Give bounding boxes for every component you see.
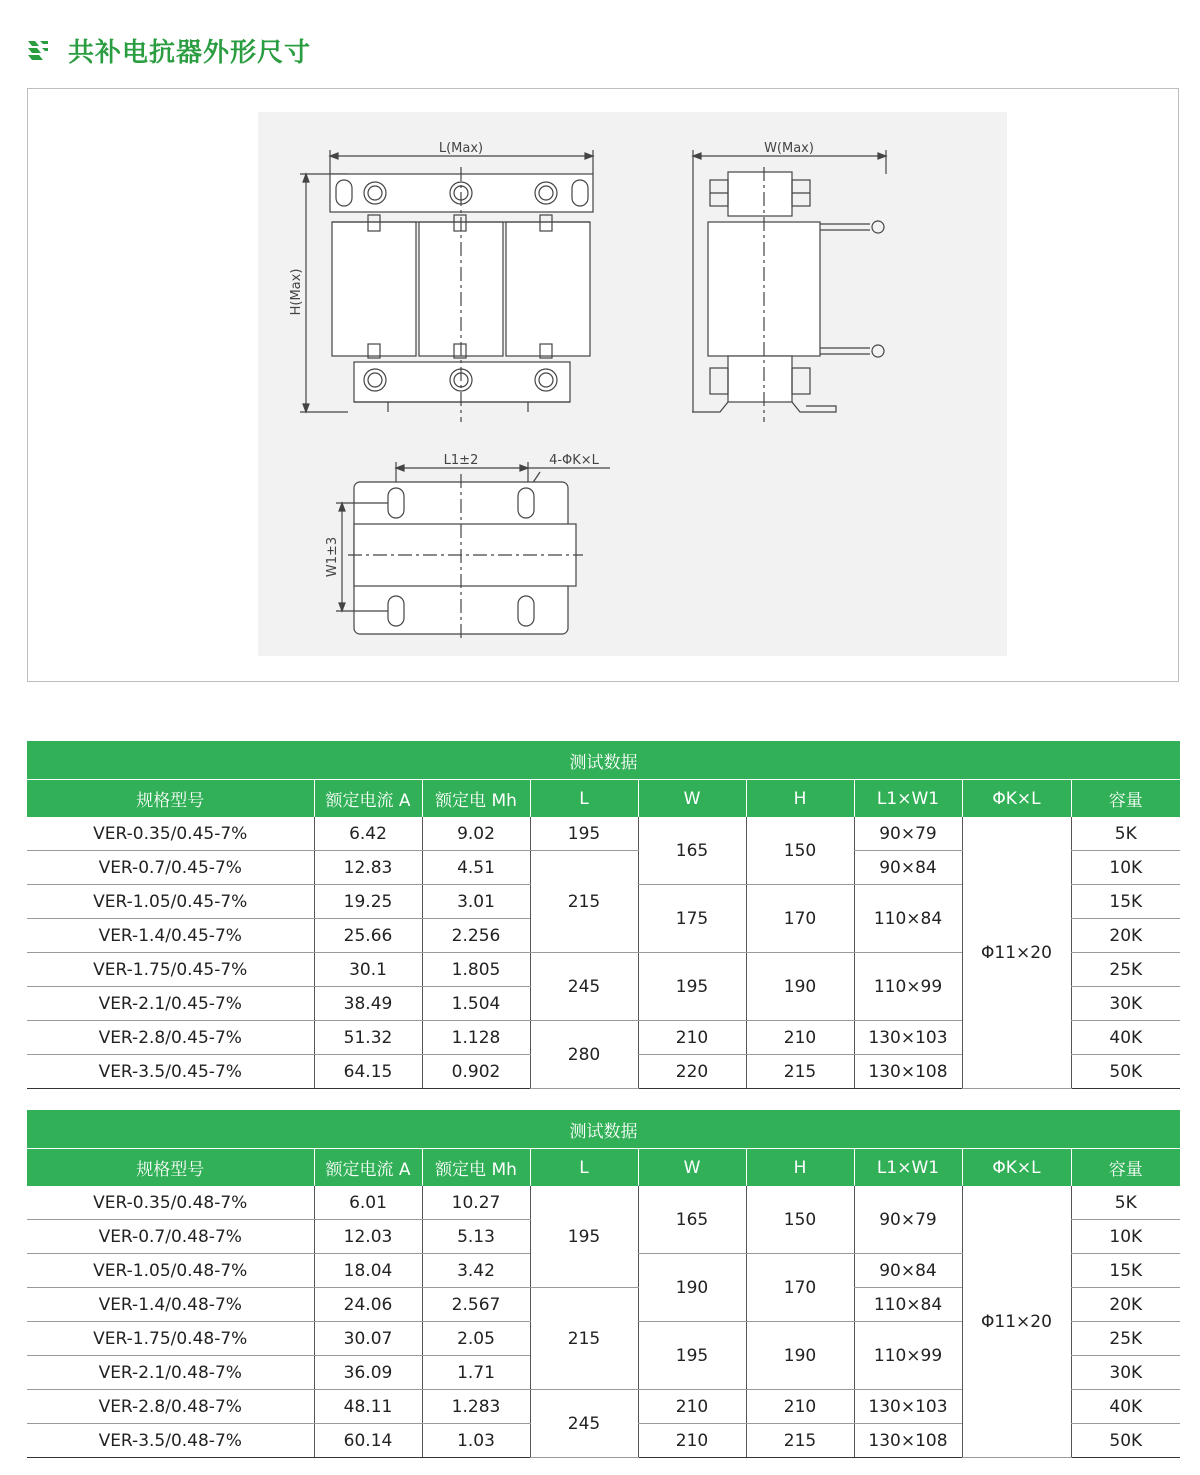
L-cell: 215 bbox=[530, 1288, 638, 1390]
current-cell: 48.11 bbox=[314, 1390, 422, 1424]
H-cell: 150 bbox=[746, 1186, 854, 1254]
model-cell: VER-3.5/0.48-7% bbox=[27, 1424, 314, 1458]
W-cell: 220 bbox=[638, 1055, 746, 1089]
col-header-L: L bbox=[530, 780, 638, 818]
H-cell: 170 bbox=[746, 885, 854, 953]
page-title: 共补电抗器外形尺寸 bbox=[68, 37, 312, 68]
table-caption: 测试数据 bbox=[27, 1110, 1180, 1149]
model-cell: VER-1.05/0.48-7% bbox=[27, 1254, 314, 1288]
col-header-hole: ΦK×L bbox=[962, 780, 1071, 818]
table-row bbox=[27, 817, 1180, 851]
col-header-current: 额定电流 A bbox=[314, 780, 422, 818]
inductance-cell: 1.71 bbox=[422, 1356, 530, 1390]
leaf-logo-icon bbox=[26, 38, 50, 62]
W-cell: 210 bbox=[638, 1424, 746, 1458]
model-cell: VER-3.5/0.45-7% bbox=[27, 1055, 314, 1089]
L1W1-cell: 110×84 bbox=[854, 885, 962, 953]
model-cell: VER-2.8/0.45-7% bbox=[27, 1021, 314, 1055]
H-cell: 190 bbox=[746, 953, 854, 1021]
reactor-outline-drawing bbox=[258, 112, 1007, 656]
L1W1-cell: 90×79 bbox=[854, 1186, 962, 1254]
inductance-cell: 5.13 bbox=[422, 1220, 530, 1254]
capacity-cell: 15K bbox=[1071, 885, 1180, 919]
capacity-cell: 25K bbox=[1071, 1322, 1180, 1356]
W-cell: 210 bbox=[638, 1021, 746, 1055]
col-header-L1W1: L1×W1 bbox=[854, 780, 962, 818]
current-cell: 19.25 bbox=[314, 885, 422, 919]
col-header-model: 规格型号 bbox=[27, 780, 314, 818]
dim-label-L1: L1±2 bbox=[443, 453, 479, 468]
L-cell: 195 bbox=[530, 1186, 638, 1288]
model-cell: VER-0.35/0.48-7% bbox=[27, 1186, 314, 1220]
capacity-cell: 20K bbox=[1071, 919, 1180, 953]
H-cell: 170 bbox=[746, 1254, 854, 1322]
col-header-current: 额定电流 A bbox=[314, 1149, 422, 1187]
capacity-cell: 20K bbox=[1071, 1288, 1180, 1322]
current-cell: 12.03 bbox=[314, 1220, 422, 1254]
W-cell: 195 bbox=[638, 1322, 746, 1390]
L1W1-cell: 90×79 bbox=[854, 817, 962, 851]
capacity-cell: 30K bbox=[1071, 1356, 1180, 1390]
dim-label-hole: 4-ΦK×L bbox=[549, 453, 599, 468]
L-cell: 245 bbox=[530, 953, 638, 1021]
model-cell: VER-1.4/0.45-7% bbox=[27, 919, 314, 953]
side-view bbox=[692, 141, 886, 422]
H-cell: 215 bbox=[746, 1055, 854, 1089]
inductance-cell: 10.27 bbox=[422, 1186, 530, 1220]
dim-label-W: W(Max) bbox=[764, 141, 814, 156]
H-cell: 210 bbox=[746, 1390, 854, 1424]
hole-cell: Φ11×20 bbox=[962, 817, 1071, 1089]
col-header-hole: ΦK×L bbox=[962, 1149, 1071, 1187]
dimension-drawing bbox=[258, 112, 1007, 656]
L-cell: 245 bbox=[530, 1390, 638, 1458]
col-header-L: L bbox=[530, 1149, 638, 1187]
L-cell: 195 bbox=[530, 817, 638, 851]
L1W1-cell: 130×103 bbox=[854, 1390, 962, 1424]
current-cell: 36.09 bbox=[314, 1356, 422, 1390]
model-cell: VER-0.7/0.48-7% bbox=[27, 1220, 314, 1254]
hole-cell: Φ11×20 bbox=[962, 1186, 1071, 1458]
dim-label-L: L(Max) bbox=[438, 141, 484, 156]
L1W1-cell: 110×84 bbox=[854, 1288, 962, 1322]
current-cell: 24.06 bbox=[314, 1288, 422, 1322]
W-cell: 190 bbox=[638, 1254, 746, 1322]
capacity-cell: 40K bbox=[1071, 1390, 1180, 1424]
L-cell: 215 bbox=[530, 851, 638, 953]
col-header-H: H bbox=[746, 1149, 854, 1187]
L1W1-cell: 130×103 bbox=[854, 1021, 962, 1055]
W-cell: 175 bbox=[638, 885, 746, 953]
model-cell: VER-2.1/0.48-7% bbox=[27, 1356, 314, 1390]
table-caption: 测试数据 bbox=[27, 741, 1180, 780]
L-cell: 280 bbox=[530, 1021, 638, 1089]
W-cell: 195 bbox=[638, 953, 746, 1021]
model-cell: VER-1.4/0.48-7% bbox=[27, 1288, 314, 1322]
test-data-table-048 bbox=[27, 1110, 1180, 1458]
capacity-cell: 40K bbox=[1071, 1021, 1180, 1055]
H-cell: 215 bbox=[746, 1424, 854, 1458]
col-header-L1W1: L1×W1 bbox=[854, 1149, 962, 1187]
W-cell: 165 bbox=[638, 1186, 746, 1254]
dim-label-H: H(Max) bbox=[289, 268, 304, 316]
col-header-inductance: 额定电 Mh bbox=[422, 780, 530, 818]
col-header-capacity: 容量 bbox=[1071, 1149, 1180, 1187]
current-cell: 64.15 bbox=[314, 1055, 422, 1089]
dimension-drawing-panel bbox=[27, 88, 1179, 682]
inductance-cell: 0.902 bbox=[422, 1055, 530, 1089]
model-cell: VER-2.8/0.48-7% bbox=[27, 1390, 314, 1424]
capacity-cell: 30K bbox=[1071, 987, 1180, 1021]
current-cell: 38.49 bbox=[314, 987, 422, 1021]
table-row bbox=[27, 1186, 1180, 1220]
model-cell: VER-0.35/0.45-7% bbox=[27, 817, 314, 851]
inductance-cell: 1.805 bbox=[422, 953, 530, 987]
capacity-cell: 25K bbox=[1071, 953, 1180, 987]
current-cell: 51.32 bbox=[314, 1021, 422, 1055]
capacity-cell: 50K bbox=[1071, 1424, 1180, 1458]
model-cell: VER-1.75/0.48-7% bbox=[27, 1322, 314, 1356]
H-cell: 150 bbox=[746, 817, 854, 885]
current-cell: 12.83 bbox=[314, 851, 422, 885]
inductance-cell: 1.504 bbox=[422, 987, 530, 1021]
L1W1-cell: 130×108 bbox=[854, 1424, 962, 1458]
base-view bbox=[325, 453, 610, 642]
current-cell: 30.1 bbox=[314, 953, 422, 987]
current-cell: 60.14 bbox=[314, 1424, 422, 1458]
W-cell: 165 bbox=[638, 817, 746, 885]
inductance-cell: 4.51 bbox=[422, 851, 530, 885]
capacity-cell: 50K bbox=[1071, 1055, 1180, 1089]
current-cell: 30.07 bbox=[314, 1322, 422, 1356]
current-cell: 6.42 bbox=[314, 817, 422, 851]
L1W1-cell: 90×84 bbox=[854, 1254, 962, 1288]
inductance-cell: 3.42 bbox=[422, 1254, 530, 1288]
inductance-cell: 1.128 bbox=[422, 1021, 530, 1055]
test-data-table-045 bbox=[27, 741, 1180, 1089]
model-cell: VER-1.75/0.45-7% bbox=[27, 953, 314, 987]
model-cell: VER-2.1/0.45-7% bbox=[27, 987, 314, 1021]
inductance-cell: 2.05 bbox=[422, 1322, 530, 1356]
inductance-cell: 2.567 bbox=[422, 1288, 530, 1322]
inductance-cell: 1.283 bbox=[422, 1390, 530, 1424]
col-header-W: W bbox=[638, 1149, 746, 1187]
L1W1-cell: 130×108 bbox=[854, 1055, 962, 1089]
model-cell: VER-0.7/0.45-7% bbox=[27, 851, 314, 885]
capacity-cell: 10K bbox=[1071, 1220, 1180, 1254]
current-cell: 6.01 bbox=[314, 1186, 422, 1220]
L1W1-cell: 110×99 bbox=[854, 953, 962, 1021]
L1W1-cell: 110×99 bbox=[854, 1322, 962, 1390]
current-cell: 18.04 bbox=[314, 1254, 422, 1288]
page-header bbox=[26, 28, 311, 72]
L1W1-cell: 90×84 bbox=[854, 851, 962, 885]
col-header-inductance: 额定电 Mh bbox=[422, 1149, 530, 1187]
col-header-capacity: 容量 bbox=[1071, 780, 1180, 818]
inductance-cell: 1.03 bbox=[422, 1424, 530, 1458]
front-view bbox=[289, 141, 593, 422]
H-cell: 190 bbox=[746, 1322, 854, 1390]
capacity-cell: 5K bbox=[1071, 817, 1180, 851]
capacity-cell: 10K bbox=[1071, 851, 1180, 885]
W-cell: 210 bbox=[638, 1390, 746, 1424]
current-cell: 25.66 bbox=[314, 919, 422, 953]
col-header-W: W bbox=[638, 780, 746, 818]
capacity-cell: 15K bbox=[1071, 1254, 1180, 1288]
col-header-model: 规格型号 bbox=[27, 1149, 314, 1187]
dim-label-W1: W1±3 bbox=[325, 536, 340, 578]
col-header-H: H bbox=[746, 780, 854, 818]
H-cell: 210 bbox=[746, 1021, 854, 1055]
inductance-cell: 3.01 bbox=[422, 885, 530, 919]
inductance-cell: 2.256 bbox=[422, 919, 530, 953]
inductance-cell: 9.02 bbox=[422, 817, 530, 851]
model-cell: VER-1.05/0.45-7% bbox=[27, 885, 314, 919]
capacity-cell: 5K bbox=[1071, 1186, 1180, 1220]
